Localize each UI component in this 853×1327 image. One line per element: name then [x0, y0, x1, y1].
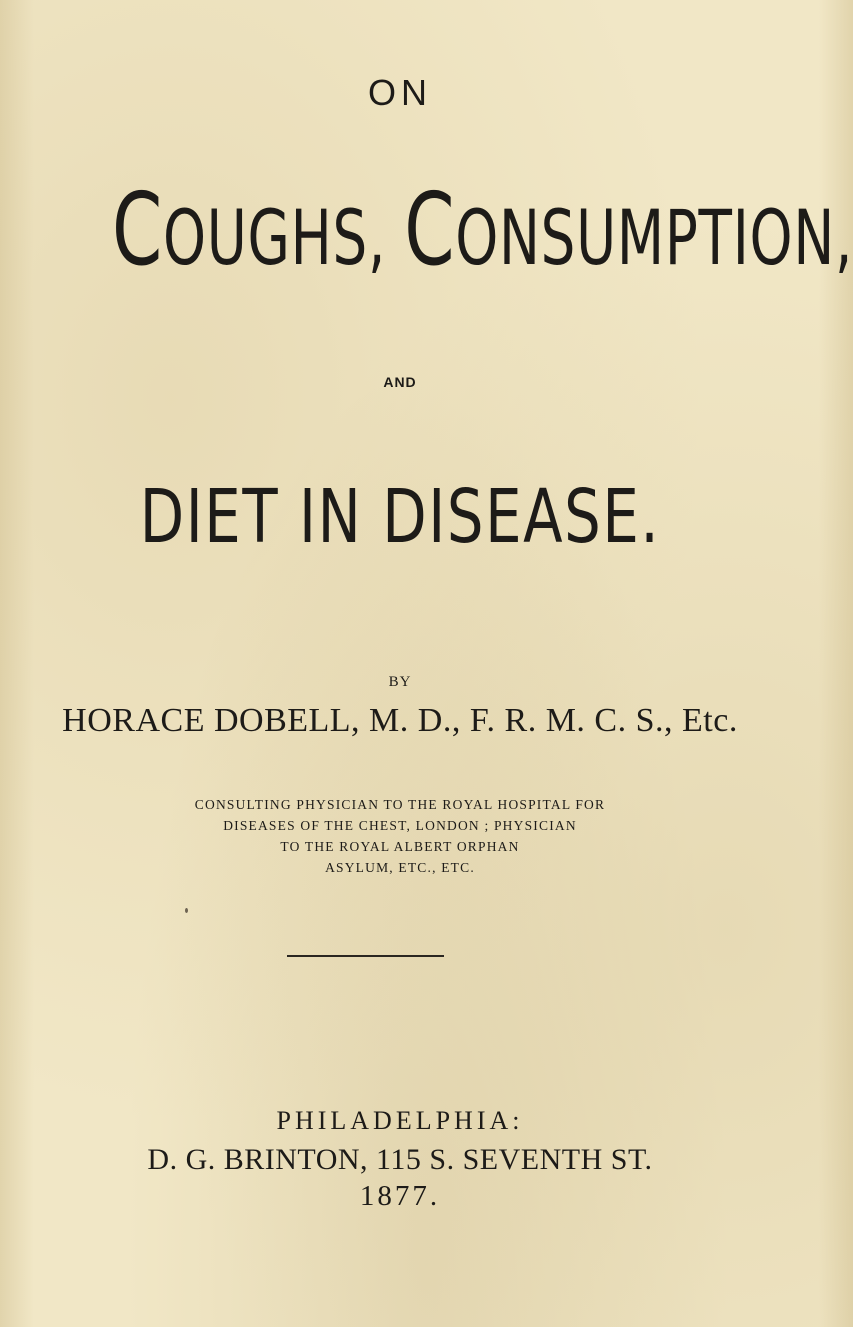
publication-year: 1877.: [359, 1180, 441, 1212]
credential-line: ASYLUM, ETC., ETC.: [325, 860, 475, 875]
publisher-line: D. G. BRINTON, 115 S. SEVENTH ST.: [147, 1143, 653, 1176]
main-title-line-1: [112, 171, 853, 288]
ink-speck: [185, 908, 188, 913]
title-initial-c: C: [112, 171, 163, 288]
by-label: BY: [388, 674, 412, 690]
credential-line: CONSULTING PHYSICIAN TO THE ROYAL HOSPITAL FOR: [194, 797, 606, 812]
conjunction-and: AND: [383, 374, 417, 390]
title-word-coughs: OUGHS,: [162, 193, 387, 282]
heading-on: ON: [368, 72, 432, 113]
main-title-line-2: DIET IN DISEASE.: [139, 474, 661, 560]
credential-line: TO THE ROYAL ALBERT ORPHAN: [280, 839, 520, 854]
author-name: HORACE DOBELL, M. D., F. R. M. C. S., Etc.: [62, 702, 738, 739]
divider-rule: [287, 955, 444, 957]
title-initial-c-2: C: [404, 171, 456, 288]
credential-line: DISEASES OF THE CHEST, LONDON ; PHYSICIAN: [223, 818, 577, 833]
title-word-consumption: ONSUMPTION,: [455, 193, 853, 282]
publication-city: PHILADELPHIA:: [276, 1106, 524, 1135]
